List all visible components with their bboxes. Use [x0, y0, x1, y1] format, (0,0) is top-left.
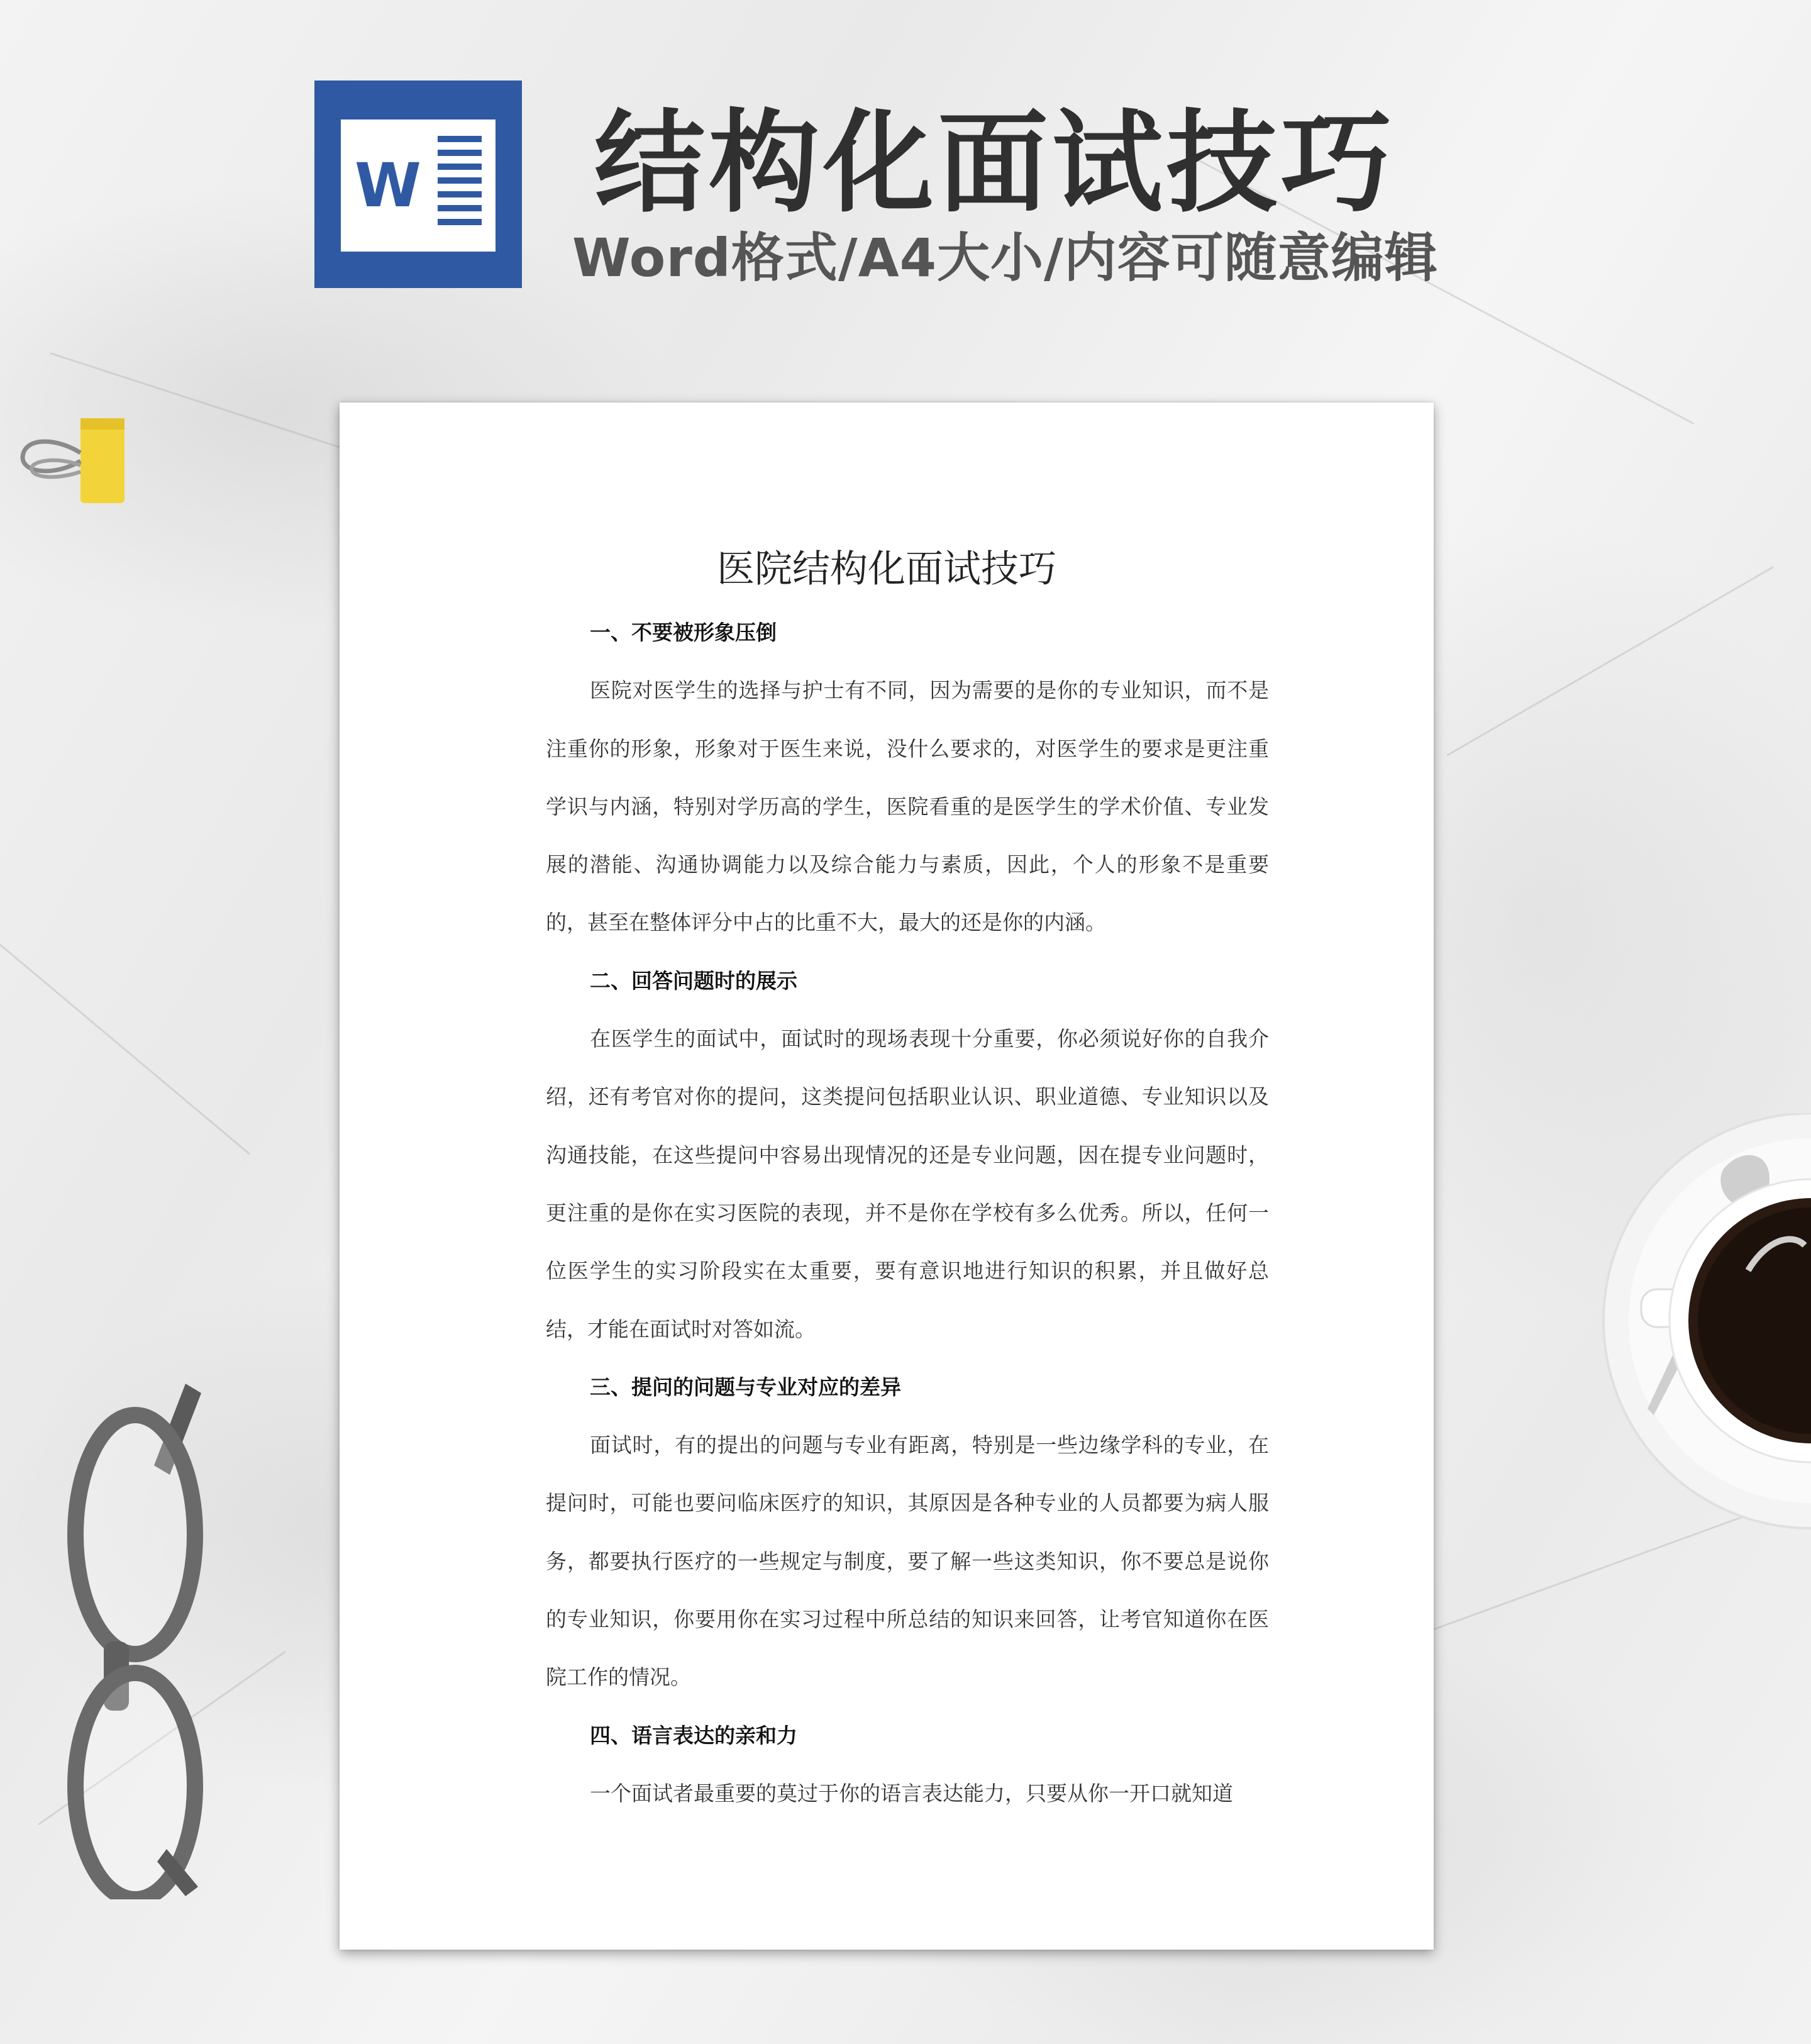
banner-subtitle: Word格式/A4大小/内容可随意编辑 — [572, 227, 1438, 289]
section-heading: 三、提问的问题与专业对应的差异 — [590, 1374, 901, 1399]
section-heading: 一、不要被形象压倒 — [590, 620, 777, 645]
section-heading: 四、语言表达的亲和力 — [590, 1723, 797, 1748]
section-heading: 二、回答问题时的展示 — [590, 968, 797, 993]
word-logo-letter: W — [355, 150, 421, 221]
binder-clip-icon — [18, 418, 131, 506]
glasses-icon — [60, 1371, 211, 1899]
document-body — [546, 604, 1269, 1823]
banner-title: 结构化面试技巧 — [594, 99, 1396, 228]
section-paragraph: 医院对医学生的选择与护士有不同，因为需要的是你的专业知识，而不是注重你的形象，形象对于医生来说，没什么要求的，对医学生的要求是更注重学识与内涵，特别对学历高的学生，医院看重的是医学生的学术价值、专业发展的潜能、沟通协调能力以及综合能力与素质，因此，个人的形象不是重要的，甚至在整体评分中占的比重不大，最大的还是你的内涵。 — [546, 678, 1269, 935]
word-logo-icon — [314, 81, 522, 288]
coffee-cup-icon — [1597, 1113, 1811, 1541]
section-paragraph: 一个面试者最重要的莫过于你的语言表达能力，只要从你一开口就知道 — [590, 1780, 1233, 1806]
section-paragraph: 面试时，有的提出的问题与专业有距离，特别是一些边缘学科的专业，在提问时，可能也要问临床医疗的知识，其原因是各种专业的人员都要为病人服务，都要执行医疗的一些规定与制度，要了解一些这类知识，你不要总是说你的专业知识，你要用你在实习过程中所总结的知识来回答，让考官知道你在医院工作的情况。 — [546, 1433, 1269, 1690]
section-paragraph: 在医学生的面试中，面试时的现场表现十分重要，你必须说好你的自我介绍，还有考官对你的提问，这类提问包括职业认识、职业道德、专业知识以及沟通技能，在这些提问中容易出现情况的还是专业问题，因在提专业问题时，更注重的是你在实习医院的表现，并不是你在学校有多么优秀。所以，任何一位医学生的实习阶段实在太重要，要有意识地进行知识的积累，并且做好总结，才能在面试时对答如流。 — [546, 1026, 1269, 1341]
document-page — [340, 403, 1434, 1950]
word-logo-lines — [438, 136, 482, 233]
document-title: 医院结构化面试技巧 — [717, 547, 1056, 591]
